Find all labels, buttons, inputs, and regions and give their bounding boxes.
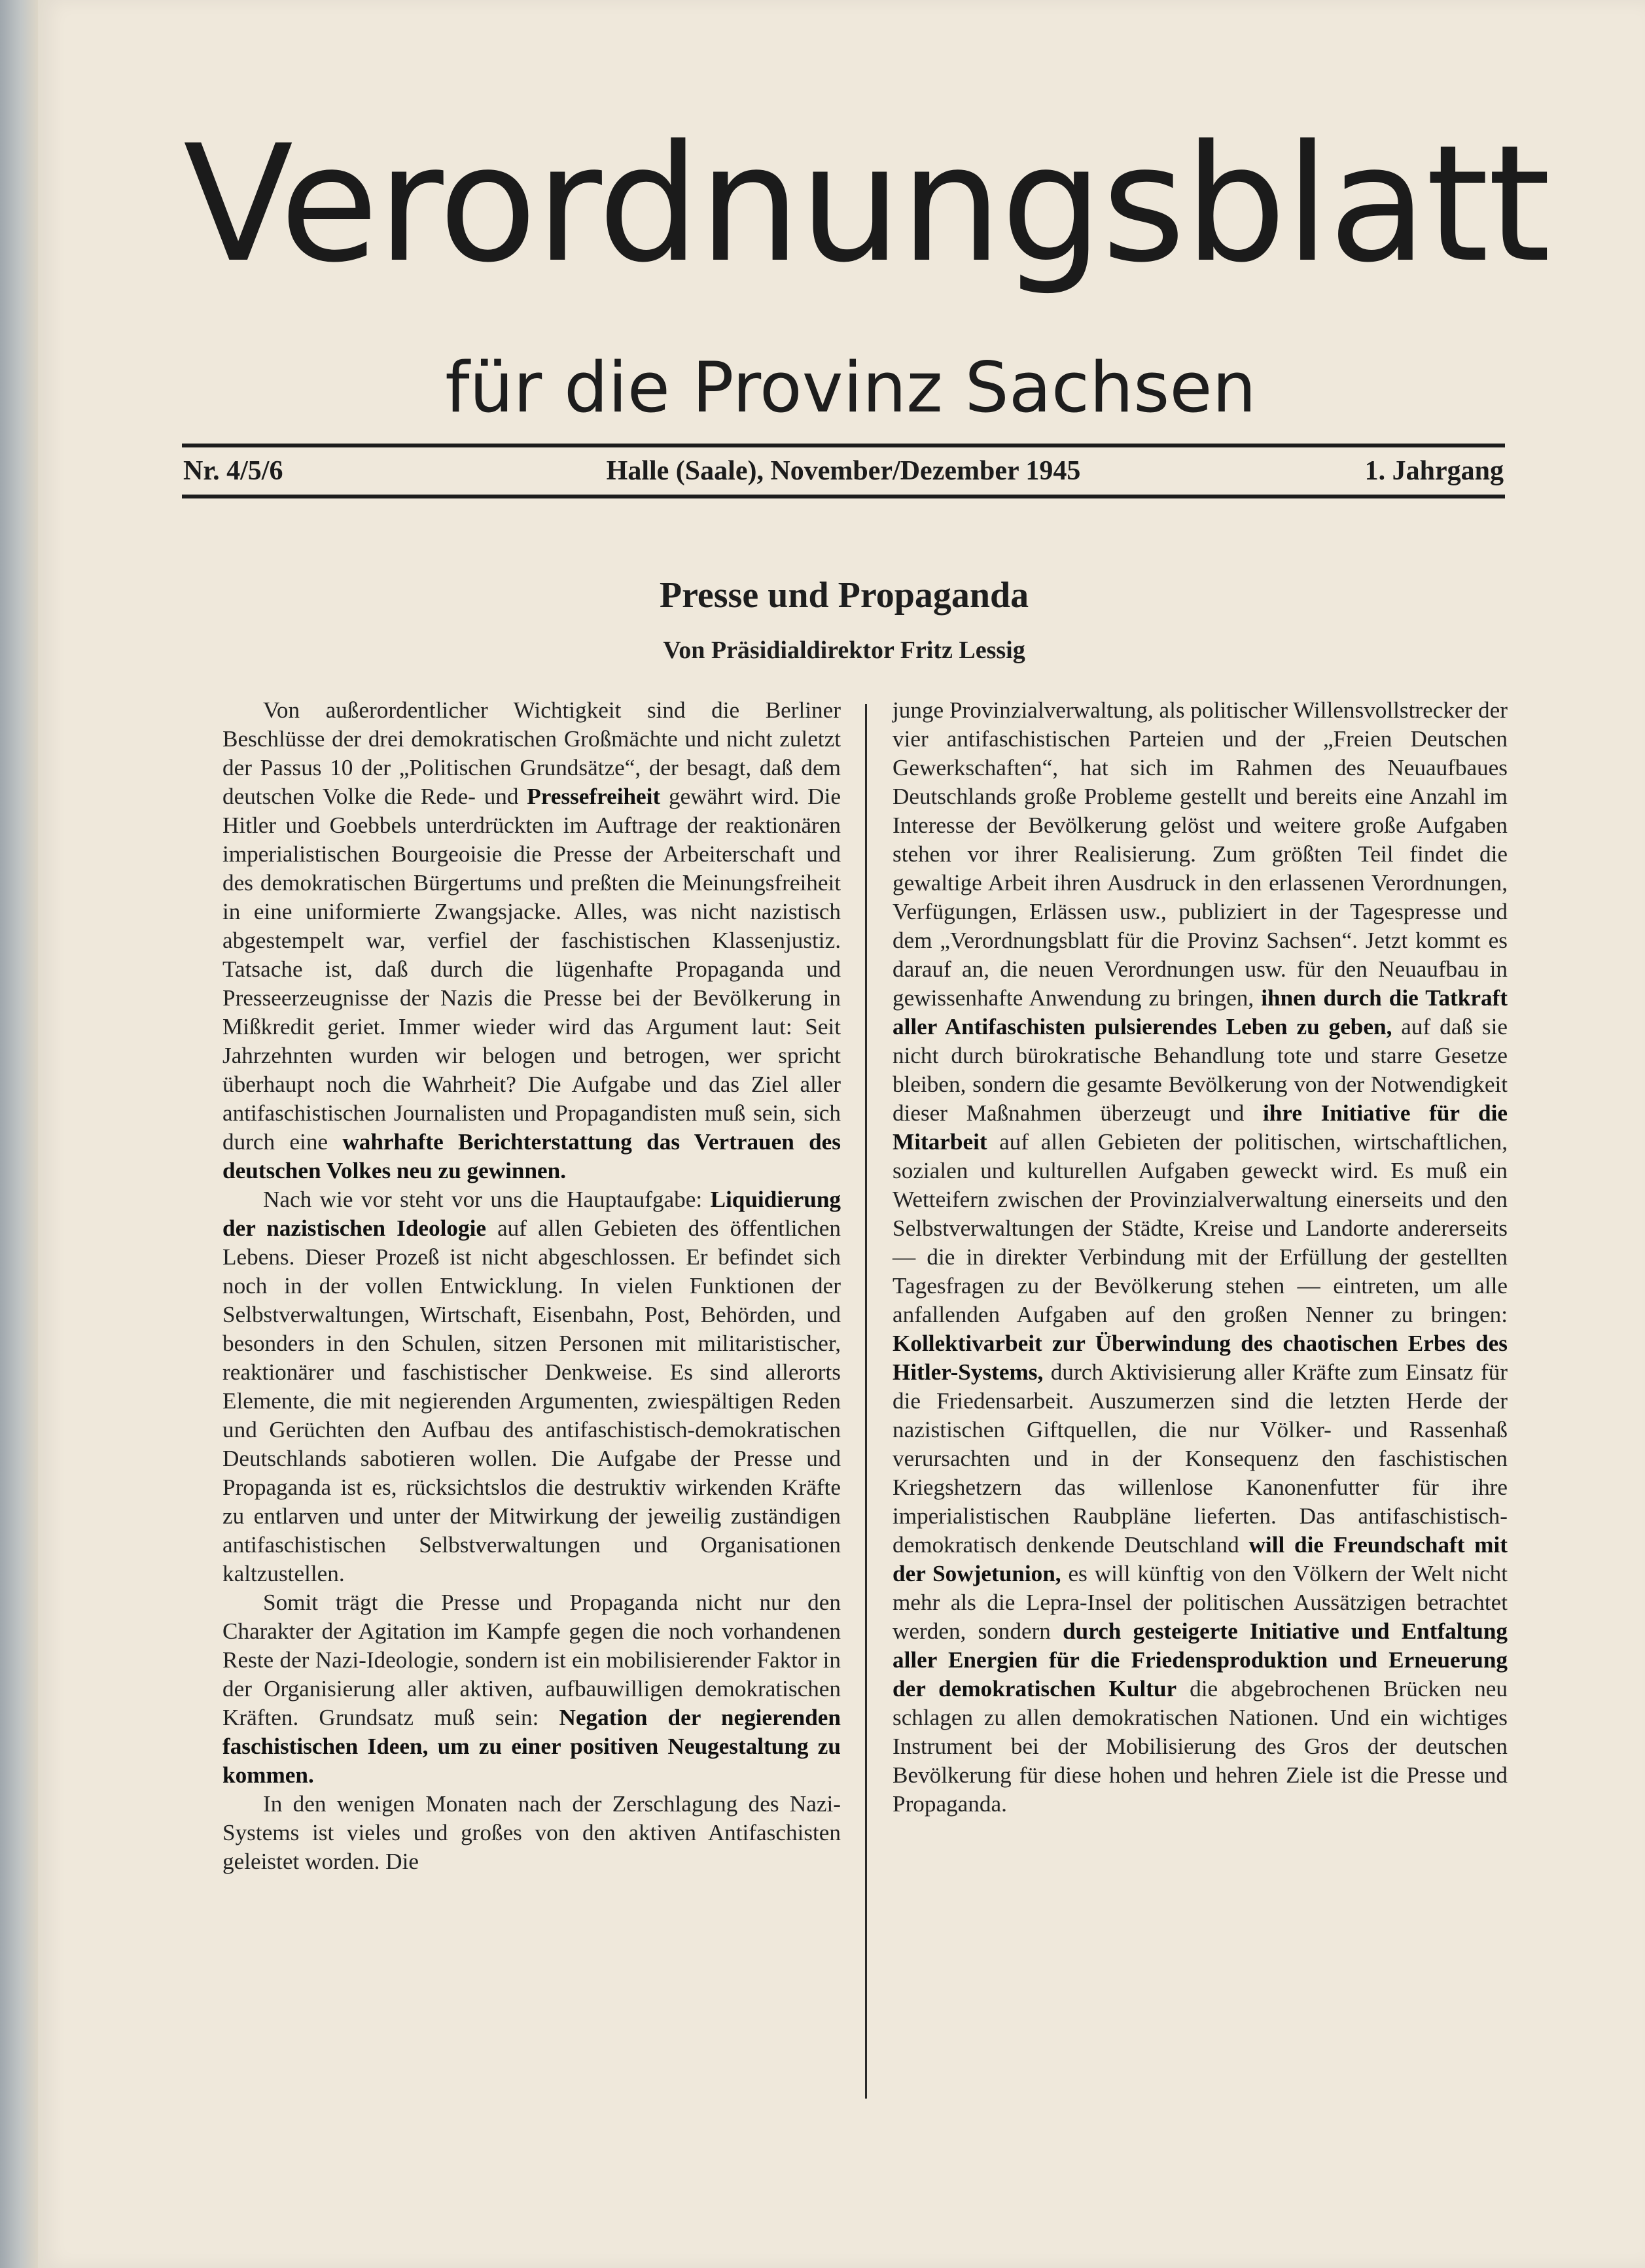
issue-line xyxy=(183,451,1504,491)
masthead-subtitle: für die Provinz Sachsen xyxy=(445,347,1256,428)
issue-number: Nr. 4/5/6 xyxy=(183,456,283,486)
emphasized-text: wahrhafte Berichterstattung das Vertrauen des deutschen Volkes neu zu gewinnen. xyxy=(222,1129,841,1183)
article-paragraph xyxy=(222,1790,841,1876)
article-paragraph xyxy=(893,696,1508,1819)
body-text: Nach wie vor steht vor uns die Hauptaufgabe: xyxy=(263,1187,711,1212)
body-text: durch Aktivisierung aller Kräfte zum Einsatz für die Friedensarbeit. Auszumerzen sind die letzten Herde der nazistischen Giftquellen, die nur Völker- und Rassenhaß verursachten und in der Konsequenz den faschistischen Kriegshetzern das willenlose Kanonenfutter für ihre imperialistischen Raubpläne lieferten. Das antifaschistisch-demokratisch denkende Deutschland xyxy=(893,1359,1508,1558)
body-text: junge Provinzialverwaltung, als politischer Willensvollstrecker der vier antifaschistischen Parteien und der „Freien Deutschen Gewerkschaften“, hat sich im Rahmen des Neuaufbaues Deutschlands große Probleme gestellt und bereits eine Anzahl im Interesse der Bevölkerung gelöst und weitere große Aufgaben stehen vor ihrer Realisierung. Zum größten Teil findet die gewaltige Arbeit ihren Ausdruck in den erlassenen Verordnungen, Verfügungen, Erlässen usw., publiziert in der Tagespresse und dem „Verordnungsblatt für die Provinz Sachsen“. Jetzt kommt es darauf an, die neuen Verordnungen usw. für den Neuaufbau in gewissenhafte Anwendung zu bringen, xyxy=(893,697,1508,1011)
body-text: es will künftig von den Völkern der Welt nicht mehr als die Lepra-Insel der politischen Aussätzigen betrachtet werden, sondern xyxy=(893,1561,1508,1644)
body-text: gewährt wird. Die Hitler und Goebbels unterdrückten im Auftrage der reaktionären imperialistischen Bourgeoisie die Presse der Arbeiterschaft und des demokratischen Bürgertums und preßten die Meinungsfreiheit in eine uniformierte Zwangsjacke. Alles, was nicht nazistisch abgestempelt war, verfiel der faschistischen Klassenjustiz. Tatsache ist, daß durch die lügenhafte Propaganda und Presseerzeugnisse der Nazis die Presse bei der Bevölkerung in Mißkredit geriet. Immer wieder wird das Argument laut: Seit Jahrzehnten wurden wir belogen und betrogen, wer spricht überhaupt noch die Wahrheit? Die Aufgabe und das Ziel aller antifaschistischen Journalisten und Propagandisten muß sein, sich durch eine xyxy=(222,784,841,1155)
body-text: In den wenigen Monaten nach der Zerschlagung des Nazi-Systems ist vieles und großes von den aktiven Antifaschisten geleistet worden. Die xyxy=(222,1791,841,1874)
binding-edge xyxy=(0,0,38,2268)
body-text: auf allen Gebieten der politischen, wirtschaftlichen, sozialen und kulturellen Aufgaben geweckt wird. Es muß ein Wetteifern zwischen der Provinzialverwaltung einerseits und den Selbstverwaltungen der Städte, Kreise und Landorte andererseits — die in direkter Verbindung mit der Erfüllung der gestellten Tagesfragen zu der Bevölkerung stehen — eintreten, um alle anfallenden Aufgaben auf den großen Nenner zu bringen: xyxy=(893,1129,1508,1327)
column-divider xyxy=(865,704,867,2099)
issue-place-date: Halle (Saale), November/Dezember 1945 xyxy=(606,456,1081,486)
article-title: Presse und Propaganda xyxy=(659,575,1029,616)
header-rule-top xyxy=(182,444,1505,447)
emphasized-text: will die Freundschaft mit der Sowjetunion, xyxy=(893,1532,1508,1586)
body-text: auf allen Gebieten des öffentlichen Lebens. Dieser Prozeß ist nicht abgeschlossen. Er befindet sich noch in der vollen Entwicklung. In vielen Funktionen der Selbstverwaltungen, Wirtschaft, Eisenbahn, Post, Behörden, und besonders in den Schulen, sitzen Personen mit militaristischer, reaktionärer und faschistischer Denkweise. Es sind allerorts Elemente, die mit negierenden Argumenten, zwiespältigen Reden und Gerüchten den Aufbau des antifaschistisch-demokratischen Deutschlands sabotieren wollen. Die Aufgabe der Presse und Propaganda ist es, rücksichtslos die destruktiv wirkenden Kräfte zu entlarven und unter der Mitwirkung der jeweilig zuständigen antifaschistischen Selbstverwaltungen und Organisationen kaltzustellen. xyxy=(222,1215,841,1586)
emphasized-text: Kollektivarbeit zur Überwindung des chaotischen Erbes des Hitler-Systems, xyxy=(893,1331,1508,1385)
body-text: die abgebrochenen Brücken neu schlagen zu allen demokratischen Nationen. Und ein wichtiges Instrument bei der Mobilisierung des Gros der deutschen Bevölkerung für diese hohen und hehren Ziele ist die Presse und Propaganda. xyxy=(893,1676,1508,1817)
body-text: Von außerordentlicher Wichtigkeit sind die Berliner Beschlüsse der drei demokratischen Großmächte und nicht zuletzt der Passus 10 der „Politischen Grundsätze“, der besagt, daß dem deutschen Volke die Rede- und xyxy=(222,697,841,809)
emphasized-text: ihnen durch die Tatkraft aller Antifaschisten pulsierendes Leben zu geben, xyxy=(893,985,1508,1039)
article-paragraph xyxy=(222,1185,841,1588)
article-paragraph xyxy=(222,696,841,1185)
issue-volume: 1. Jahrgang xyxy=(1364,456,1504,486)
emphasized-text: Liquidierung der nazistischen Ideologie xyxy=(222,1187,841,1241)
emphasized-text: Pressefreiheit xyxy=(527,784,661,809)
article-column-right xyxy=(893,696,1508,1819)
article-byline: Von Präsidialdirektor Fritz Lessig xyxy=(663,637,1025,664)
emphasized-text: ihre Initiative für die Mitarbeit xyxy=(893,1100,1508,1155)
header-rule-bottom xyxy=(182,495,1505,498)
emphasized-text: durch gesteigerte Initiative und Entfaltung aller Energien für die Friedensproduktion und Erneuerung der demokratischen Kultur xyxy=(893,1618,1508,1701)
article-column-left xyxy=(222,696,841,1876)
body-text: Somit trägt die Presse und Propaganda nicht nur den Charakter der Agitation im Kampfe gegen die noch vorhandenen Reste der Nazi-Ideologie, sondern ist ein mobilisierender Faktor in der Organisierung aller aktiven, aufbauwilligen demokratischen Kräften. Grundsatz muß sein: xyxy=(222,1590,841,1730)
article-paragraph xyxy=(222,1588,841,1790)
masthead-title: Verordnungsblatt xyxy=(183,111,1549,298)
emphasized-text: Negation der negierenden faschistischen Ideen, um zu einer positiven Neugestaltung zu kommen. xyxy=(222,1705,841,1788)
body-text: auf daß sie nicht durch bürokratische Behandlung tote und starre Gesetze bleiben, sondern die gesamte Bevölkerung von der Notwendigkeit dieser Maßnahmen überzeugt und xyxy=(893,1014,1508,1126)
